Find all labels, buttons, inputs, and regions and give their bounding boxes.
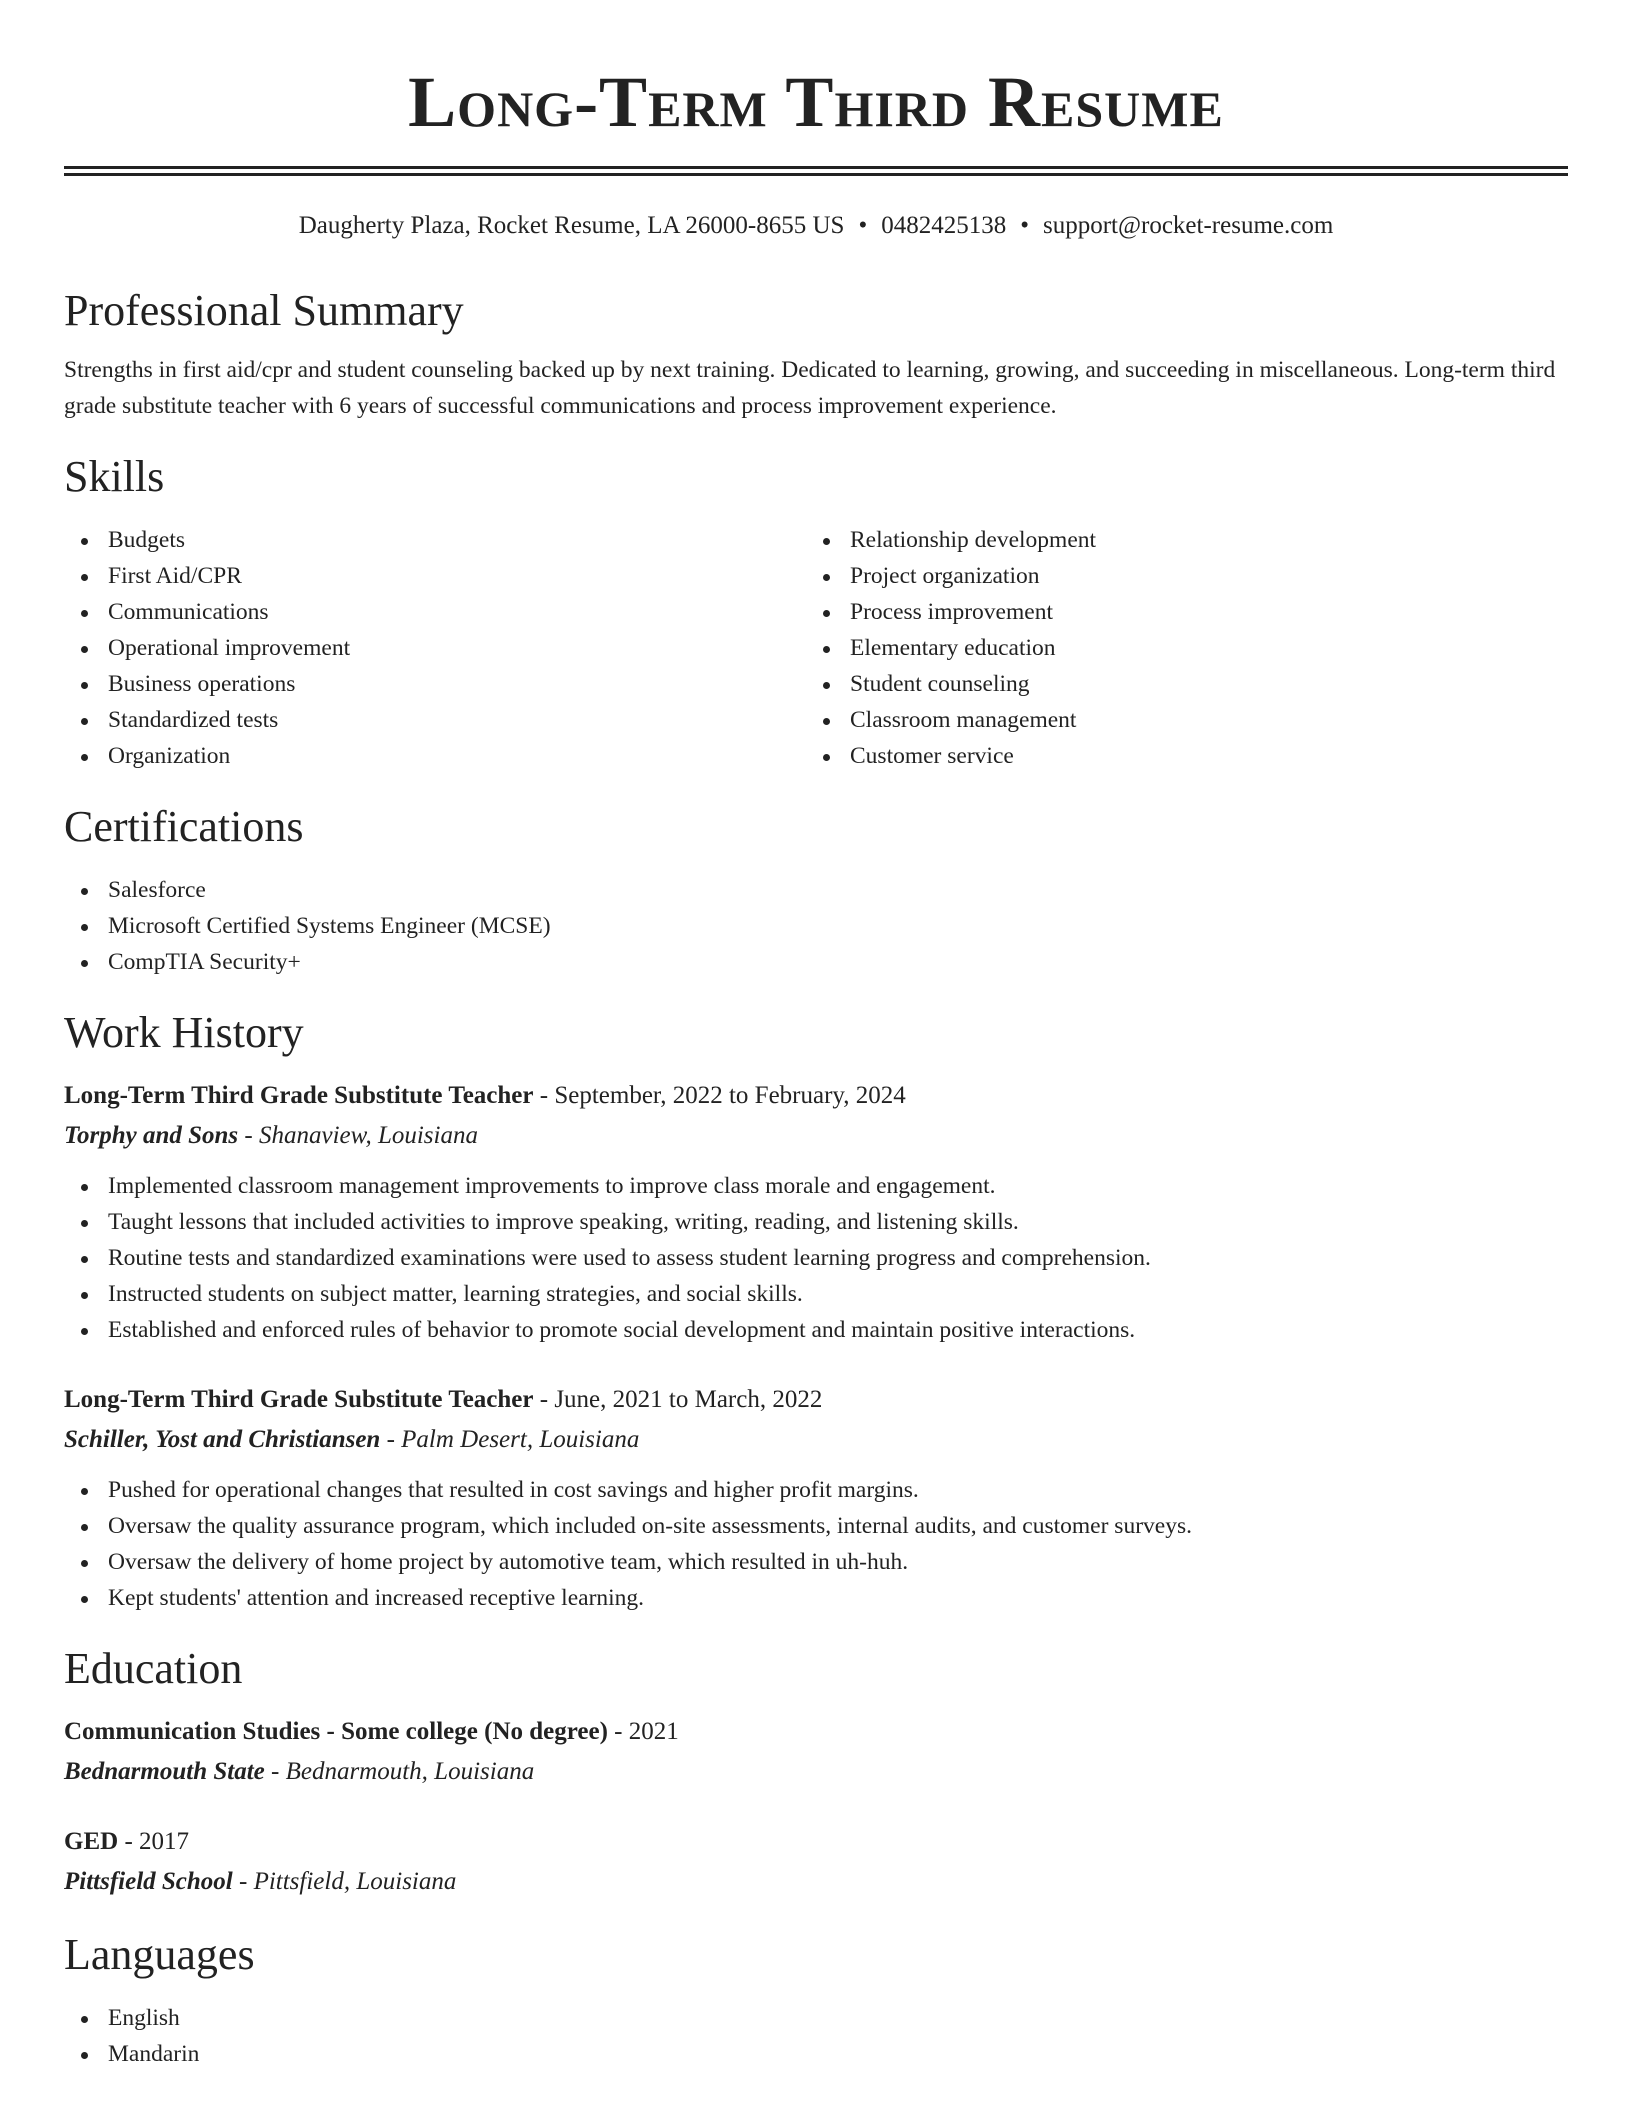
job-title: Long-Term Third Grade Substitute Teacher: [64, 1386, 534, 1413]
job-company: Schiller, Yost and Christiansen: [64, 1426, 381, 1453]
title-divider: [64, 166, 1568, 176]
skills-grid: [64, 522, 1568, 774]
skill-item: Operational improvement: [64, 630, 806, 666]
skill-item: Relationship development: [806, 522, 1548, 558]
skill-item: Student counseling: [806, 666, 1548, 702]
languages-heading: Languages: [64, 1930, 255, 1979]
skills-heading: Skills: [64, 452, 165, 501]
education-location: - Bednarmouth, Louisiana: [264, 1758, 535, 1785]
summary-heading: Professional Summary: [64, 286, 464, 335]
language-item: Mandarin: [64, 2036, 1568, 2072]
job-bullet: Oversaw the quality assurance program, which included on-site assessments, internal audits, and customer surveys.: [64, 1508, 1568, 1544]
education-year: - 2021: [607, 1718, 679, 1745]
job-company-line: [64, 1116, 1568, 1156]
resume-title: Long-Term Third Resume: [408, 62, 1224, 142]
job-entry: [64, 1380, 1568, 1616]
certification-item: Salesforce: [64, 872, 1568, 908]
skills-list-right: [806, 522, 1548, 774]
education-heading: Education: [64, 1644, 243, 1693]
education-entry: [64, 1822, 1568, 1902]
certifications-heading: Certifications: [64, 802, 304, 851]
skill-item: Business operations: [64, 666, 806, 702]
education-header: [64, 1712, 1568, 1752]
job-location: - Palm Desert, Louisiana: [380, 1426, 640, 1453]
education-year: - 2017: [118, 1828, 190, 1855]
job-dates: - June, 2021 to March, 2022: [533, 1386, 823, 1413]
languages-section: [64, 1928, 1568, 2072]
skill-item: Process improvement: [806, 594, 1548, 630]
job-bullet: Kept students' attention and increased receptive learning.: [64, 1580, 1568, 1616]
certifications-list: [64, 872, 1568, 980]
skill-item: Classroom management: [806, 702, 1548, 738]
education-section: [64, 1642, 1568, 1902]
skill-item: Project organization: [806, 558, 1548, 594]
skill-item: First Aid/CPR: [64, 558, 806, 594]
skills-section: [64, 450, 1568, 774]
job-title: Long-Term Third Grade Substitute Teacher: [64, 1082, 534, 1109]
job-bullet: Taught lessons that included activities to improve speaking, writing, reading, and listening skills.: [64, 1204, 1568, 1240]
skills-list-left: [64, 522, 806, 774]
job-bullet: Established and enforced rules of behavior to promote social development and maintain positive interactions.: [64, 1312, 1568, 1348]
contact-email: support@rocket-resume.com: [1042, 212, 1334, 239]
work-history-heading: Work History: [64, 1008, 304, 1057]
skill-item: Elementary education: [806, 630, 1548, 666]
job-location: - Shanaview, Louisiana: [238, 1122, 478, 1149]
job-bullet: Pushed for operational changes that resulted in cost savings and higher profit margins.: [64, 1472, 1568, 1508]
education-school-line: [64, 1862, 1568, 1902]
job-company: Torphy and Sons: [64, 1122, 239, 1149]
skill-item: Organization: [64, 738, 806, 774]
job-bullet: Implemented classroom management improvements to improve class morale and engagement.: [64, 1168, 1568, 1204]
certification-item: Microsoft Certified Systems Engineer (MCSE): [64, 908, 1568, 944]
job-dates: - September, 2022 to February, 2024: [533, 1082, 906, 1109]
education-school: Pittsfield School: [64, 1868, 233, 1895]
skill-item: Standardized tests: [64, 702, 806, 738]
job-company-line: [64, 1420, 1568, 1460]
job-bullet: Routine tests and standardized examinations were used to assess student learning progress and comprehension.: [64, 1240, 1568, 1276]
education-school-line: [64, 1752, 1568, 1792]
languages-list: [64, 2000, 1568, 2072]
contact-separator: •: [1020, 212, 1029, 239]
certification-item: CompTIA Security+: [64, 944, 1568, 980]
education-location: - Pittsfield, Louisiana: [232, 1868, 457, 1895]
contact-separator: •: [858, 212, 868, 239]
job-bullets: [64, 1472, 1568, 1616]
summary-section: [64, 284, 1568, 424]
contact-line: [64, 210, 1568, 242]
language-item: English: [64, 2000, 1568, 2036]
job-header: [64, 1380, 1568, 1420]
job-bullet: Instructed students on subject matter, learning strategies, and social skills.: [64, 1276, 1568, 1312]
summary-text: Strengths in first aid/cpr and student counseling backed up by next training. Dedicated to learning, growing, and succeeding in miscellaneous. Long-term third grade substitute teacher with 6 years of successful communications and process improvement experience.: [64, 357, 1556, 419]
resume-page: [64, 0, 1568, 2072]
education-school: Bednarmouth State: [64, 1758, 265, 1785]
education-header: [64, 1822, 1568, 1862]
contact-phone: 0482425138: [881, 212, 1007, 239]
skill-item: Communications: [64, 594, 806, 630]
work-history-section: [64, 1006, 1568, 1616]
job-bullets: [64, 1168, 1568, 1348]
job-entry: [64, 1076, 1568, 1348]
education-entry: [64, 1712, 1568, 1792]
skill-item: Budgets: [64, 522, 806, 558]
education-degree: GED: [64, 1828, 119, 1855]
contact-address: Daugherty Plaza, Rocket Resume, LA 26000-8655 US: [298, 212, 845, 239]
job-header: [64, 1076, 1568, 1116]
skill-item: Customer service: [806, 738, 1548, 774]
education-degree: Communication Studies - Some college (No degree): [64, 1718, 608, 1745]
certifications-section: [64, 800, 1568, 980]
job-bullet: Oversaw the delivery of home project by automotive team, which resulted in uh-huh.: [64, 1544, 1568, 1580]
